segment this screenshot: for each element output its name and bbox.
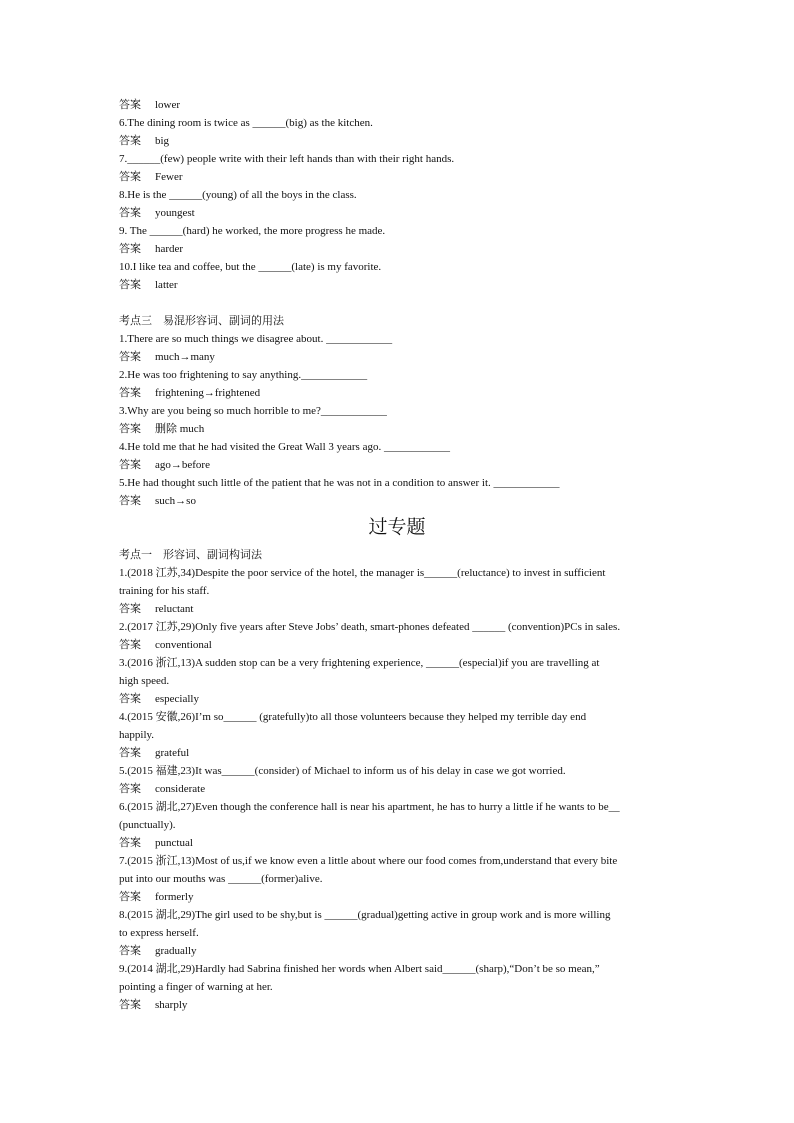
question-line: 8.He is the ______(young) of all the boys in the class.: [119, 189, 357, 201]
question-line: high speed.: [119, 675, 170, 687]
answer-line: [119, 456, 679, 474]
answer-label: 答案: [119, 693, 141, 705]
answer-label: 答案: [119, 495, 141, 507]
question-line: 5.(2015 福建,23)It was______(consider) of Michael to inform us of his delay in case we got worried.: [119, 765, 566, 777]
answer-text: latter: [155, 279, 178, 291]
answer-label: 答案: [119, 279, 141, 291]
answer-line: [119, 834, 679, 852]
question-line: 8.(2015 湖北,29)The girl used to be shy,but is ______(gradual)getting active in group work and is more willing: [119, 909, 611, 921]
question-line: training for his staff.: [119, 585, 210, 597]
spacer: [119, 294, 679, 312]
answer-text: such→so: [155, 495, 196, 507]
answer-text: considerate: [155, 783, 206, 795]
question-line: 10.I like tea and coffee, but the ______(late) is my favorite.: [119, 261, 382, 273]
question-line: 4.He told me that he had visited the Great Wall 3 years ago. ____________: [119, 441, 450, 453]
answer-line: [119, 996, 679, 1014]
answer-line: [119, 240, 679, 258]
question-line: 5.He had thought such little of the patient that he was not in a condition to answer it. ____________: [119, 477, 560, 489]
section-kaodian-3: [119, 312, 679, 510]
section-heading: 考点三 易混形容词、副词的用法: [119, 315, 284, 327]
answer-text: 删除 much: [155, 423, 205, 435]
answer-label: 答案: [119, 387, 141, 399]
answer-text: youngest: [155, 207, 195, 219]
question-line: 1.There are so much things we disagree about. ____________: [119, 333, 393, 345]
answer-text: lower: [155, 99, 181, 111]
answer-line: [119, 96, 679, 114]
answer-label: 答案: [119, 423, 141, 435]
answer-label: 答案: [119, 639, 141, 651]
answer-text: frightening→frightened: [155, 387, 261, 399]
question-line: 6.(2015 湖北,27)Even though the conference hall is near his apartment, he has to hurry a little if he wants to be__: [119, 801, 620, 813]
section-heading: 考点一 形容词、副词构词法: [119, 549, 262, 561]
answer-line: [119, 384, 679, 402]
answer-line: [119, 420, 679, 438]
answer-text: harder: [155, 243, 184, 255]
answer-label: 答案: [119, 207, 141, 219]
question-line: 7.______(few) people write with their left hands than with their right hands.: [119, 153, 455, 165]
answer-line: [119, 132, 679, 150]
question-line: 9. The ______(hard) he worked, the more progress he made.: [119, 225, 386, 237]
question-line: happily.: [119, 729, 155, 741]
question-line: pointing a finger of warning at her.: [119, 981, 273, 993]
answer-label: 答案: [119, 603, 141, 615]
answer-text: especially: [155, 693, 199, 705]
question-line: 2.(2017 江苏,29)Only five years after Steve Jobs’ death, smart-phones defeated ______ (convention)PCs in sales.: [119, 621, 621, 633]
answer-text: sharply: [155, 999, 188, 1011]
answer-line: [119, 942, 679, 960]
answer-line: [119, 690, 679, 708]
answer-label: 答案: [119, 945, 141, 957]
page-title: 过专题: [368, 517, 426, 538]
answer-text: conventional: [155, 639, 212, 651]
answer-text: reluctant: [155, 603, 194, 615]
answer-line: [119, 780, 679, 798]
answer-line: [119, 744, 679, 762]
answer-label: 答案: [119, 747, 141, 759]
answer-label: 答案: [119, 459, 141, 471]
answer-line: [119, 276, 679, 294]
question-line: 1.(2018 江苏,34)Despite the poor service of the hotel, the manager is______(reluctance) to invest in sufficient: [119, 567, 606, 579]
answer-line: [119, 204, 679, 222]
answer-line: [119, 636, 679, 654]
section-kaodian-1: [119, 546, 679, 1014]
page-content: [119, 96, 679, 1014]
top-exercise-list: [119, 96, 679, 294]
question-line: 6.The dining room is twice as ______(big) as the kitchen.: [119, 117, 373, 129]
answer-line: [119, 492, 679, 510]
answer-label: 答案: [119, 243, 141, 255]
answer-text: gradually: [155, 945, 197, 957]
question-line: 7.(2015 浙江,13)Most of us,if we know even a little about where our food comes from,understand that every bite: [119, 855, 618, 867]
question-line: put into our mouths was ______(former)alive.: [119, 873, 323, 885]
question-line: 3.(2016 浙江,13)A sudden stop can be a very frightening experience, ______(especial)if you are travelling at: [119, 657, 600, 669]
answer-label: 答案: [119, 891, 141, 903]
answer-text: Fewer: [155, 171, 183, 183]
answer-text: much→many: [155, 351, 215, 363]
answer-text: ago→before: [155, 459, 210, 471]
answer-label: 答案: [119, 171, 141, 183]
question-line: 3.Why are you being so much horrible to me?____________: [119, 405, 387, 417]
answer-text: grateful: [155, 747, 190, 759]
answer-text: punctual: [155, 837, 193, 849]
answer-line: [119, 888, 679, 906]
answer-line: [119, 168, 679, 186]
answer-label: 答案: [119, 837, 141, 849]
question-line: 9.(2014 湖北,29)Hardly had Sabrina finished her words when Albert said______(sharp),“Don’t be so mean,”: [119, 963, 600, 975]
question-line: 2.He was too frightening to say anything.____________: [119, 369, 368, 381]
answer-text: big: [155, 135, 170, 147]
answer-line: [119, 600, 679, 618]
question-line: to express herself.: [119, 927, 199, 939]
answer-label: 答案: [119, 351, 141, 363]
answer-text: formerly: [155, 891, 194, 903]
answer-label: 答案: [119, 99, 141, 111]
answer-label: 答案: [119, 999, 141, 1011]
answer-line: [119, 348, 679, 366]
question-line: (punctually).: [119, 819, 176, 831]
question-line: 4.(2015 安徽,26)I’m so______ (gratefully)to all those volunteers because they helped my terrible day end: [119, 711, 587, 723]
answer-label: 答案: [119, 135, 141, 147]
answer-label: 答案: [119, 783, 141, 795]
